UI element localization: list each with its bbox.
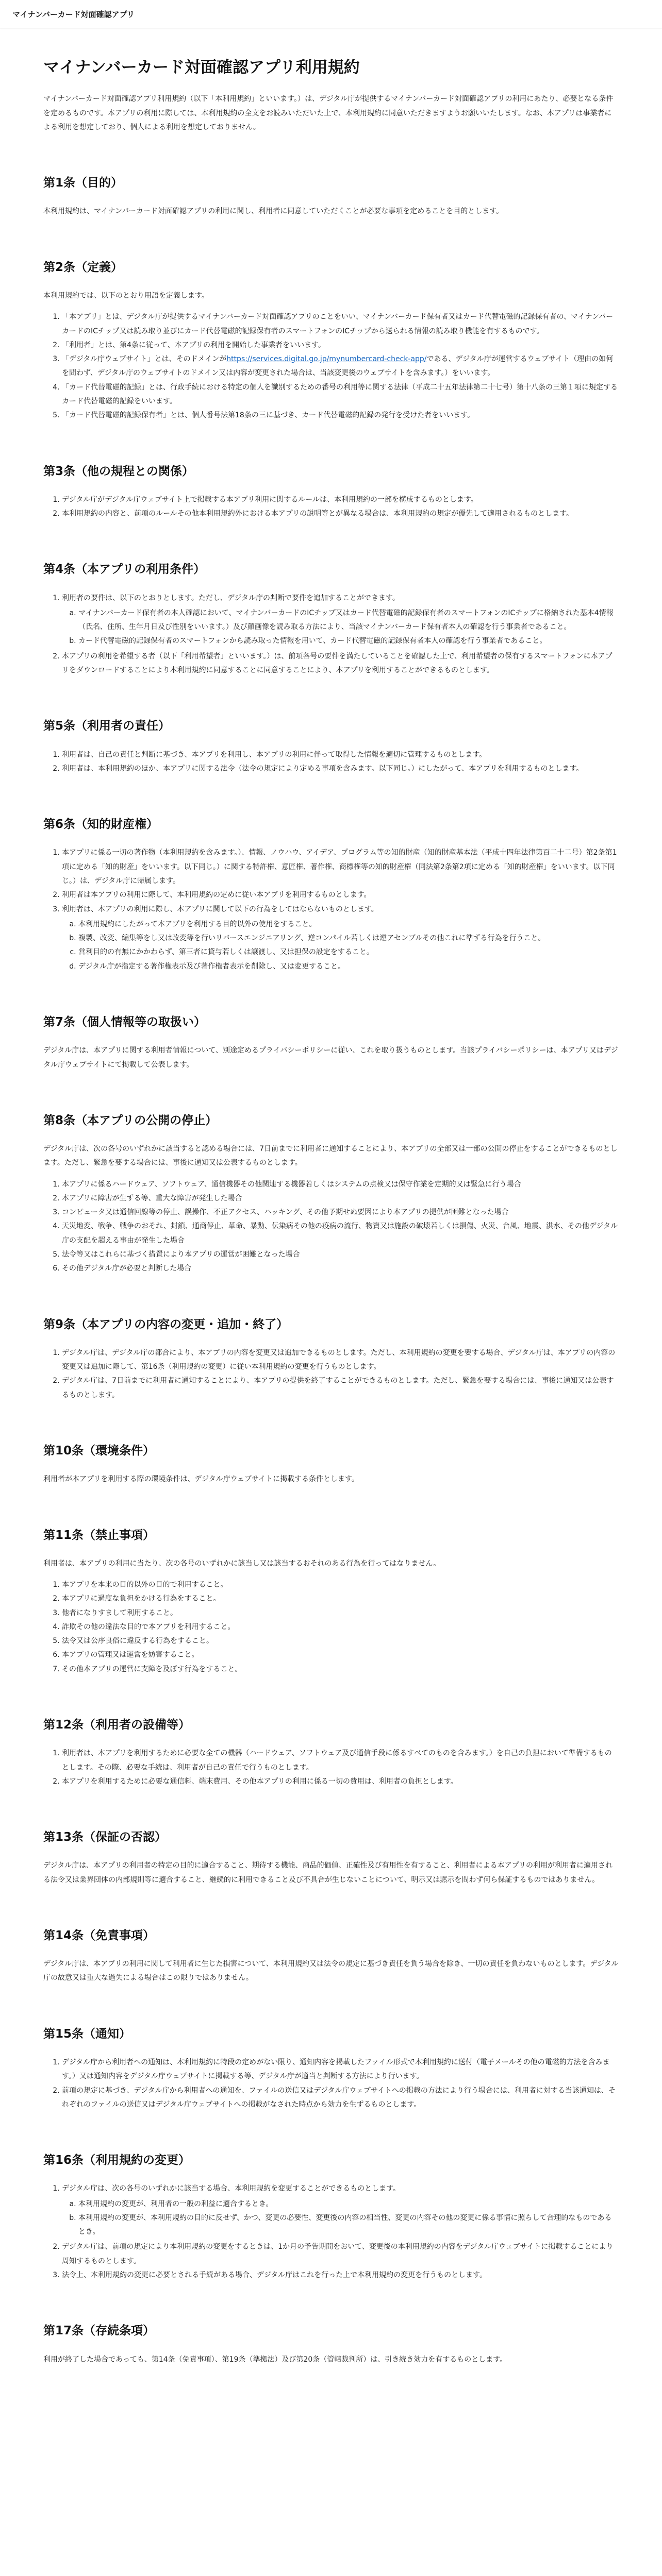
article-6-subitem: d. デジタル庁が指定する著作権表示及び著作権者表示を削除し、又は変更すること。 xyxy=(78,960,619,974)
article-2-list xyxy=(43,310,619,422)
article-7-text: デジタル庁は、本アプリに関する利用者情報について、別途定めるプライバシーポリシーに従い、これを取り扱うものとします。当該プライバシーポリシーは、本アプリ又はデジタル庁ウェブサイトにて掲載して公表します。 xyxy=(43,1046,618,1069)
article-11-list xyxy=(43,1578,619,1676)
article-5-heading: 第5条（利用者の責任） xyxy=(43,719,171,733)
article-12-item: 2. 本アプリを利用するために必要な通信料、端末費用、その他本アプリの利用に係る一切の費用は、利用者の負担とします。 xyxy=(62,1775,619,1789)
article-4-subitem: a. マイナンバーカード保有者の本人確認において、マイナンバーカードのICチップ又はカード代替電磁的記録保有者のスマートフォンのICチップに格納された基本4情報（氏名、住所、生年月日及び性別をいいます。）及び顔画像を読み取る方法により、当該マイナンバーカード保有者本人の確認を行う事業者であること。 xyxy=(78,606,619,635)
article-12-heading: 第12条（利用者の設備等） xyxy=(43,1718,191,1732)
article-1-text: 本利用規約は、マイナンバーカード対面確認アプリの利用に関し、利用者に同意していただくことが必要な事項を定めることを目的とします。 xyxy=(43,207,504,216)
article-9-heading: 第9条（本アプリの内容の変更・追加・終了） xyxy=(43,1317,289,1331)
terms-document xyxy=(43,57,619,2374)
article-11-item: 7. その他本アプリの運営に支障を及ぼす行為をすること。 xyxy=(62,1663,619,1676)
article-10-heading: 第10条（環境条件） xyxy=(43,1444,155,1458)
article-4-item: 2. 本アプリの利用を希望する者（以下「利用希望者」といいます。）は、前項各号の要件を満たしていることを確認した上で、利用希望者の保有するスマートフォンに本アプリをダウンロードすることにより本利用規約に同意することに同意することにより、本アプリを利用することができるものとします。 xyxy=(62,650,619,678)
article-16-item xyxy=(62,2182,619,2239)
article-5-list xyxy=(43,748,619,776)
article-16-heading: 第16条（利用規約の変更） xyxy=(43,2154,191,2167)
article-2-item xyxy=(62,352,619,381)
article-2-item-text: 「デジタル庁ウェブサイト」とは、そのドメインが xyxy=(62,355,227,364)
article-4-item xyxy=(62,591,619,649)
article-11-heading: 第11条（禁止事項） xyxy=(43,1528,155,1542)
article-11-item: 4. 詐欺その他の違法な目的で本アプリを利用すること。 xyxy=(62,1620,619,1634)
app-name[interactable]: マイナンバーカード対面確認アプリ xyxy=(12,10,135,19)
article-8-item: 1. 本アプリに係るハードウェア、ソフトウェア、通信機器その他関連する機器若しくはシステムの点検又は保守作業を定期的又は緊急に行う場合 xyxy=(62,1178,619,1192)
article-17-heading: 第17条（存続条項） xyxy=(43,2324,155,2338)
article-4-sublist xyxy=(62,606,619,649)
article-9-item: 1. デジタル庁は、デジタル庁の都合により、本アプリの内容を変更又は追加できるものとします。ただし、本利用規約の変更を要する場合、デジタル庁は、本アプリの内容の変更又は追加に際して、第16条（利用規約の変更）に従い本利用規約の変更を行うものとします。 xyxy=(62,1346,619,1375)
article-16-sublist xyxy=(62,2197,619,2240)
article-4-heading: 第4条（本アプリの利用条件） xyxy=(43,563,206,577)
article-1-heading: 第1条（目的） xyxy=(43,176,123,190)
article-16-item-text: デジタル庁は、次の各号のいずれかに該当する場合、本利用規約を変更することができるものとします。 xyxy=(62,2184,401,2193)
article-16-item: 3. 法令上、本利用規約の変更に必要とされる手続がある場合、デジタル庁はこれを行った上で本利用規約の変更を行うものとします。 xyxy=(62,2268,619,2282)
article-17-text: 利用が終了した場合であっても、第14条（免責事項）、第19条（準拠法）及び第20条（管轄裁判所）は、引き続き効力を有するものとします。 xyxy=(43,2355,507,2364)
article-16-subitem: b. 本利用規約の変更が、本利用規約の目的に反せず、かつ、変更の必要性、変更後の内容の相当性、変更の内容その他の変更に係る事情に照らして合理的なものであるとき。 xyxy=(78,2211,619,2240)
intro-paragraph: マイナンバーカード対面確認アプリ利用規約（以下「本利用規約」といいます。）は、デジタル庁が提供するマイナンバーカード対面確認アプリの利用にあたり、必要となる条件を定めるものです。本アプリの利用に際しては、本利用規約の全文をお読みいただいた上で、本利用規約に同意いただきますようお願いいたします。なお、本アプリは事業者による利用を想定しており、個人による利用を想定しておりません。 xyxy=(43,95,614,131)
article-11-item: 3. 他者になりすまして利用すること。 xyxy=(62,1606,619,1620)
article-6-item: 2. 利用者は本アプリの利用に際して、本利用規約の定めに従い本アプリを利用するものとします。 xyxy=(62,888,619,902)
article-15-heading: 第15条（通知） xyxy=(43,2027,131,2041)
article-8-item: 2. 本アプリに障害が生ずる等、重大な障害が発生した場合 xyxy=(62,1192,619,1206)
article-8-text: デジタル庁は、次の各号のいずれかに該当すると認める場合には、7日前までに利用者に通知することにより、本アプリの全部又は一部の公開の停止をすることができるものとします。ただし、緊急を要する場合には、事後に通知又は公表するものとします。 xyxy=(43,1144,618,1167)
article-8-list xyxy=(43,1178,619,1276)
article-2-heading: 第2条（定義） xyxy=(43,260,123,274)
article-2-item: 2. 「利用者」とは、第4条に従って、本アプリの利用を開始した事業者をいいます。 xyxy=(62,338,619,352)
article-11-item: 6. 本アプリの管理又は運営を妨害すること。 xyxy=(62,1648,619,1662)
article-12-list xyxy=(43,1747,619,1789)
article-8-item: 5. 法令等又はこれらに基づく措置により本アプリの運営が困難となった場合 xyxy=(62,1248,619,1262)
article-3-item: 1. デジタル庁がデジタル庁ウェブサイト上で掲載する本アプリ利用に関するルールは、本利用規約の一部を構成するものとします。 xyxy=(62,493,619,507)
article-3-list xyxy=(43,493,619,521)
article-15-list xyxy=(43,2056,619,2112)
article-14-heading: 第14条（免責事項） xyxy=(43,1928,155,1942)
article-2-item: 1. 「本アプリ」とは、デジタル庁が提供するマイナンバーカード対面確認アプリのことをいい、マイナンバーカード保有者又はカード代替電磁的記録保有者の、マイナンバーカードのICチップ又は読み取り並びにカード代替電磁的記録保有者のスマートフォンのICチップから送られる情報の読み取り機能を有するものです。 xyxy=(62,310,619,338)
article-14-text: デジタル庁は、本アプリの利用に関して利用者に生じた損害について、本利用規約又は法令の規定に基づき責任を負う場合を除き、一切の責任を負わないものとします。デジタル庁の故意又は重大な過失による場合はこの限りではありません。 xyxy=(43,1960,619,1982)
article-16-item: 2. デジタル庁は、前項の規定により本利用規約の変更をするときは、1か月の予告期間をおいて、変更後の本利用規約の内容をデジタル庁ウェブサイトに掲載することにより周知するものとします。 xyxy=(62,2240,619,2268)
digital-agency-website-link[interactable]: https://services.digital.go.jp/mynumbercard-check-app/ xyxy=(226,355,427,364)
page-title: マイナンバーカード対面確認アプリ利用規約 xyxy=(43,58,360,77)
article-16-subitem: a. 本利用規約の変更が、利用者の一般の利益に適合するとき。 xyxy=(78,2197,619,2211)
article-6-sublist xyxy=(62,918,619,974)
article-11-item: 1. 本アプリを本来の目的以外の目的で利用すること。 xyxy=(62,1578,619,1592)
article-2-text: 本利用規約では、以下のとおり用語を定義します。 xyxy=(43,291,209,300)
article-6-subitem: a. 本利用規約にしたがって本アプリを利用する目的以外の使用をすること。 xyxy=(78,918,619,931)
article-13-text: デジタル庁は、本アプリの利用者の特定の目的に適合すること、期待する機能、商品的価値、正確性及び有用性を有すること、利用者による本アプリの利用が利用者に適用される法令又は業界団体の内部規則等に適合すること、継続的に利用できること及び不具合が生じないことについて、明示又は黙示を問わず何ら保証するものではありません。 xyxy=(43,1861,613,1884)
article-9-list xyxy=(43,1346,619,1402)
article-4-item-text: 利用者の要件は、以下のとおりとします。ただし、デジタル庁の判断で要件を追加することができます。 xyxy=(62,594,400,602)
article-15-item: 2. 前項の規定に基づき、デジタル庁から利用者への通知を、ファイルの送信又はデジタル庁ウェブサイトへの掲載の方法により行う場合には、利用者に対する当該通知は、それぞれのファイルの送信又はデジタル庁ウェブサイトへの掲載がなされた時点から効力を生ずるものとします。 xyxy=(62,2084,619,2112)
article-11-item: 2. 本アプリに過度な負担をかける行為をすること。 xyxy=(62,1592,619,1606)
article-2-item: 4. 「カード代替電磁的記録」とは、行政手続における特定の個人を識別するための番号の利用等に関する法律（平成二十五年法律第二十七号）第十八条の三第１項に規定するカード代替電磁的記録をいいます。 xyxy=(62,381,619,409)
article-6-item-text: 利用者は、本アプリの利用に際し、本アプリに関して以下の行為をしてはならないものとします。 xyxy=(62,905,378,913)
article-16-list xyxy=(43,2182,619,2282)
article-4-subitem: b. カード代替電磁的記録保有者のスマートフォンから読み取った情報を用いて、カード代替電磁的記録保有者本人の確認を行う事業者であること。 xyxy=(78,634,619,648)
article-6-heading: 第6条（知的財産権） xyxy=(43,818,159,832)
article-6-item: 1. 本アプリに係る一切の著作物（本利用規約を含みます。）、情報、ノウハウ、アイデア、プログラム等の知的財産（知的財産基本法（平成十四年法律第百二十二号）第2条第1項に定める「知的財産」をいいます。以下同じ。）に関する特許権、意匠権、著作権、商標権等の知的財産権（同法第2条第2項に定める「知的財産権」をいいます。以下同じ。）は、デジタル庁に帰属します。 xyxy=(62,846,619,888)
article-6-item xyxy=(62,903,619,974)
app-header xyxy=(0,0,662,28)
article-5-item: 2. 利用者は、本利用規約のほか、本アプリに関する法令（法令の規定により定める事項を含みます。以下同じ。）にしたがって、本アプリを利用するものとします。 xyxy=(62,762,619,776)
article-13-heading: 第13条（保証の否認） xyxy=(43,1831,167,1844)
article-2-item: 5. 「カード代替電磁的記録保有者」とは、個人番号法第18条の三に基づき、カード代替電磁的記録の発行を受けた者をいいます。 xyxy=(62,409,619,422)
article-3-item: 2. 本利用規約の内容と、前項のルールその他本利用規約外における本アプリの説明等とが異なる場合は、本利用規約の規定が優先して適用されるものとします。 xyxy=(62,507,619,521)
article-8-heading: 第8条（本アプリの公開の停止） xyxy=(43,1113,218,1127)
article-12-item: 1. 利用者は、本アプリを利用するために必要な全ての機器（ハードウェア、ソフトウェア及び通信手段に係るすべてのものを含みます。）を自己の負担において準備するものとします。その際、必要な手続は、利用者が自己の責任で行うものとします。 xyxy=(62,1747,619,1775)
article-11-text: 利用者は、本アプリの利用に当たり、次の各号のいずれかに該当し又は該当するおそれのある行為を行ってはなりません。 xyxy=(43,1559,441,1568)
article-8-item: 6. その他デジタル庁が必要と判断した場合 xyxy=(62,1262,619,1276)
article-9-item: 2. デジタル庁は、7日前までに利用者に通知することにより、本アプリの提供を終了することができるものとします。ただし、緊急を要する場合には、事後に通知又は公表するものとします。 xyxy=(62,1374,619,1402)
article-4-list xyxy=(43,591,619,678)
article-15-item: 1. デジタル庁から利用者への通知は、本利用規約に特段の定めがない限り、通知内容を掲載したファイル形式で本利用規約に送付（電子メールその他の電磁的方法を含みます。）又は通知内容をデジタル庁ウェブサイトに掲載する等、デジタル庁が適当と判断する方法により行います。 xyxy=(62,2056,619,2084)
article-3-heading: 第3条（他の規程との関係） xyxy=(43,464,194,478)
article-5-item: 1. 利用者は、自己の責任と判断に基づき、本アプリを利用し、本アプリの利用に伴って取得した情報を適切に管理するものとします。 xyxy=(62,748,619,762)
article-7-heading: 第7条（個人情報等の取扱い） xyxy=(43,1015,206,1029)
article-6-subitem: b. 複製、改変、編集等をし又は改変等を行いリバースエンジニアリング、逆コンパイル若しくは逆アセンブルその他これに準ずる行為を行うこと。 xyxy=(78,931,619,945)
article-2-item-text: である、デジタル庁が運営するウェブサイト（理由の如何を問わず、デジタル庁のウェブサイトのドメイン又は内容が変更された場合は、当該変更後のウェブサイトを含みます。）をいいます。 xyxy=(62,355,614,378)
article-8-item: 4. 天災地変、戦争、戦争のおそれ、封鎖、通商停止、革命、暴動、伝染病その他の疫病の流行、物資又は施設の破壊若しくは損傷、火災、台風、地震、洪水、その他デジタル庁の支配を超える事由が発生した場合 xyxy=(62,1219,619,1248)
article-6-subitem: c. 営利目的の有無にかかわらず、第三者に貸与若しくは譲渡し、又は担保の設定をすること。 xyxy=(78,945,619,959)
article-10-text: 利用者が本アプリを利用する際の環境条件は、デジタル庁ウェブサイトに掲載する条件とします。 xyxy=(43,1475,359,1484)
article-6-list xyxy=(43,846,619,974)
article-8-item: 3. コンピュータ又は通信回線等の停止、誤操作、不正アクセス、ハッキング、その他予期せぬ要因により本アプリの提供が困難となった場合 xyxy=(62,1206,619,1219)
article-11-item: 5. 法令又は公序良俗に違反する行為をすること。 xyxy=(62,1634,619,1648)
